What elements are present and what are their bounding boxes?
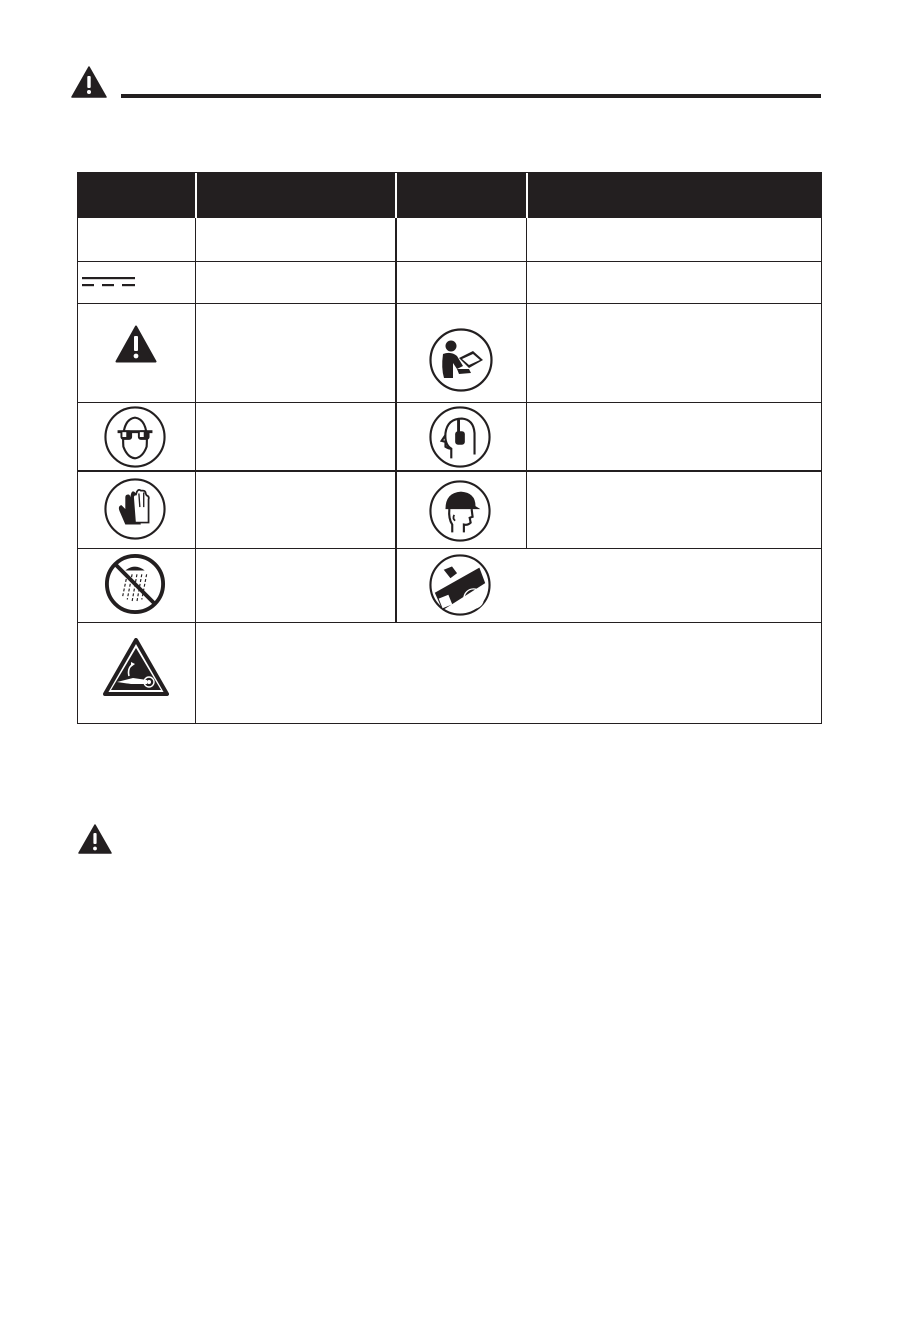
safety-alert-icon — [115, 325, 157, 363]
column-divider — [526, 218, 527, 548]
row-divider — [78, 261, 821, 262]
table-header — [78, 173, 821, 218]
column-divider — [195, 218, 196, 724]
row-divider — [78, 303, 821, 304]
use-both-hands-icon — [429, 554, 491, 616]
header-divider — [195, 173, 197, 218]
row-divider — [78, 470, 821, 472]
warning-triangle-icon — [78, 824, 112, 854]
wear-hard-hat-icon — [429, 480, 491, 542]
wear-ear-protection-icon — [429, 406, 491, 468]
column-divider — [395, 218, 397, 623]
wear-gloves-icon — [104, 478, 166, 540]
direct-current-icon — [82, 274, 138, 290]
heading-rule — [121, 94, 821, 98]
row-divider — [78, 622, 821, 623]
wear-eye-protection-icon — [104, 406, 166, 468]
kickback-hazard-icon — [103, 638, 169, 696]
symbols-table — [77, 172, 822, 724]
header-divider — [395, 173, 397, 218]
row-divider — [78, 548, 821, 549]
warning-triangle-icon — [71, 66, 107, 98]
row-divider — [78, 402, 821, 403]
header-divider — [526, 173, 528, 218]
read-manual-icon — [429, 328, 493, 392]
no-rain-exposure-icon — [104, 553, 166, 615]
